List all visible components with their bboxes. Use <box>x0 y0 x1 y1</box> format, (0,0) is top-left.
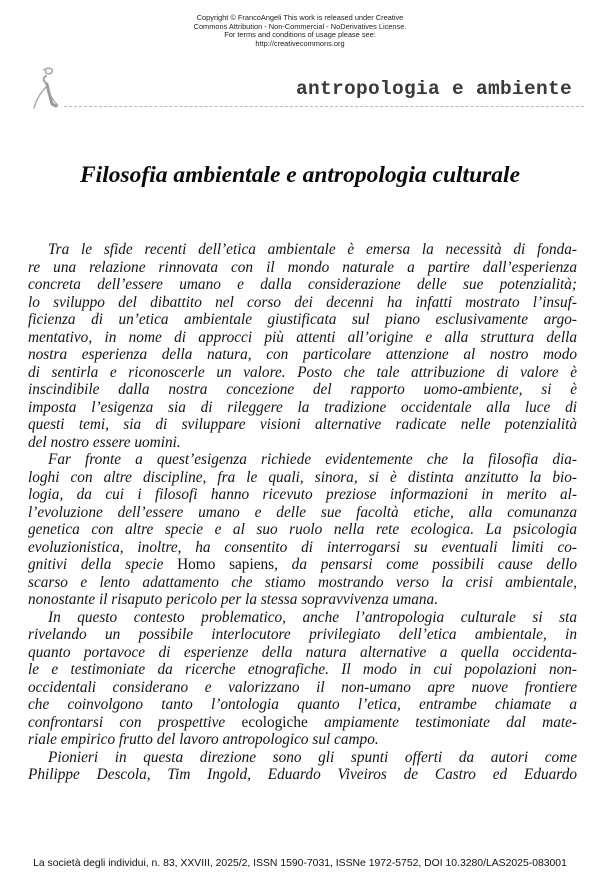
text-line <box>28 749 577 767</box>
text-segment: rivelando un possibile interlocutore privilegiato dell’etica ambientale, in <box>28 626 577 643</box>
text-segment: Pionieri in questa direzione sono gli spunti offerti da autori come <box>48 748 577 766</box>
text-segment: che coinvolgono tanto l’ontologia quanto l’etica, entrambe chiamate a <box>28 696 577 713</box>
text-line <box>28 451 577 469</box>
text-segment: inscindibile dalla nostra concezione del rapporto uomo-ambiente, si è <box>28 381 577 398</box>
text-line <box>28 731 577 749</box>
text-segment: scarso e lento adattamento che stiamo mostrando verso la crisi ambientale, <box>28 573 577 591</box>
text-segment: loghi con altre discipline, fra le quali, sinora, si è distinta anzitutto la bio- <box>28 468 577 486</box>
text-line <box>28 661 577 679</box>
text-line <box>28 399 577 417</box>
text-segment: logia, da cui i filosofi hanno ricevuto preziose informazioni in merito al- <box>28 486 577 503</box>
text-segment: di sentirla e riconoscerle un valore. Posto che tale attribuzione di valore è <box>28 363 577 381</box>
text-segment: In questo contesto problematico, anche l’antropologia culturale si sta <box>48 608 577 626</box>
text-segment: nostra esperienza della natura, con particolare attenzione al nostro modo <box>28 346 577 363</box>
copyright-line: For terms and conditions of usage please see: <box>224 30 376 40</box>
text-line <box>28 416 577 434</box>
text-line <box>28 311 577 329</box>
text-line <box>28 626 577 644</box>
copyright-line: Commons Attribution - Non-Commercial - NoDerivatives License. <box>193 21 407 31</box>
text-segment: del nostro essere uomini. <box>28 433 181 451</box>
text-line <box>28 434 577 452</box>
dotted-divider <box>64 106 584 107</box>
text-line <box>28 644 577 662</box>
text-line <box>28 346 577 364</box>
text-segment: ampiamente testimoniate dal mate- <box>307 713 577 731</box>
text-line <box>28 574 577 592</box>
copyright-line: Copyright © FrancoAngeli This work is released under Creative <box>196 13 404 22</box>
text-line <box>28 294 577 312</box>
text-line <box>28 766 577 784</box>
text-line <box>28 329 577 347</box>
text-line <box>28 241 577 259</box>
text-segment: lo sviluppo del dibattito nel corso dei decenni ha infatti mostrato l’insuf- <box>28 293 577 311</box>
text-segment: questi temi, sia di sviluppare visioni alternative radicate nelle potenzialità <box>28 416 577 433</box>
text-line <box>28 364 577 382</box>
text-line <box>28 696 577 714</box>
text-segment: concreta dell’essere umano e dalla considerazione delle sue potenzialità; <box>28 276 577 293</box>
text-segment: confrontarsi con prospettive <box>28 713 242 731</box>
text-line <box>28 276 577 294</box>
text-segment: mentativo, in nome di approcci più attenti all’origine e alla struttura della <box>28 328 577 346</box>
roman-term: ecologiche <box>241 713 308 731</box>
text-segment: Tra le sfide recenti dell’etica ambientale è emersa la necessità di fonda- <box>48 241 577 258</box>
citation-footer: La società degli individui, n. 83, XXVIII, 2025/2, ISSN 1590-7031, ISSNe 1972-5752, DOI 10.3280/LAS2025-083001 <box>33 858 567 869</box>
section-header <box>28 64 584 114</box>
text-segment: evoluzionistica, inoltre, ha consentito di interrogarsi su eventuali limiti co- <box>28 538 577 556</box>
article-body <box>28 241 577 784</box>
text-segment: re una relazione rinnovata con il mondo naturale a partire dall’esperienza <box>28 258 577 276</box>
text-segment: l’evoluzione dell’essere umano e delle sue facoltà etiche, alla comunanza <box>28 503 577 521</box>
text-line <box>28 504 577 522</box>
text-line <box>28 469 577 487</box>
text-line <box>28 539 577 557</box>
text-line <box>28 259 577 277</box>
section-title: antropologia e ambiente <box>295 78 572 100</box>
text-segment: quanto portavoce di esperienze della natura alternative a quella occidenta- <box>28 643 577 661</box>
copyright-notice <box>0 14 600 48</box>
text-line <box>28 609 577 627</box>
article-title: Filosofia ambientale e antropologia culturale <box>80 162 520 188</box>
roman-term: Homo sapiens <box>177 556 275 573</box>
text-segment: imposta l’esigenza sia di rileggere la tradizione occidentale alla luce di <box>28 398 577 416</box>
text-line <box>28 521 577 539</box>
text-segment: ficienza di un’etica ambientale giustificata sul piano esclusivamente argo- <box>28 311 577 328</box>
text-line <box>28 381 577 399</box>
text-segment: , da pensarsi come possibili cause dello <box>274 556 577 573</box>
human-figure-sketch-icon <box>28 64 64 114</box>
text-line <box>28 714 577 732</box>
text-line <box>28 556 577 574</box>
text-segment: Far fronte a quest’esigenza richiede evidentemente che la filosofia dia- <box>48 451 577 468</box>
text-segment: gnitivi della specie <box>28 556 178 573</box>
text-segment: Philippe Descola, Tim Ingold, Eduardo Viveiros de Castro ed Eduardo <box>28 766 577 783</box>
text-line <box>28 591 577 609</box>
text-segment: nonostante il risaputo pericolo per la stessa sopravvivenza umana. <box>28 591 439 608</box>
copyright-line: http://creativecommons.org <box>255 38 345 48</box>
text-segment: le e testimoniate da ricerche etnografiche. Il modo in cui popolazioni non- <box>28 661 577 678</box>
text-line <box>28 486 577 504</box>
text-segment: occidentali considerano e valorizzano il non-umano apre nuove frontiere <box>28 678 577 696</box>
text-segment: genetica con altre specie e al suo ruolo nella rete ecologica. La psicologia <box>28 521 577 538</box>
text-segment: riale empirico frutto del lavoro antropologico sul campo. <box>28 731 379 748</box>
text-line <box>28 679 577 697</box>
